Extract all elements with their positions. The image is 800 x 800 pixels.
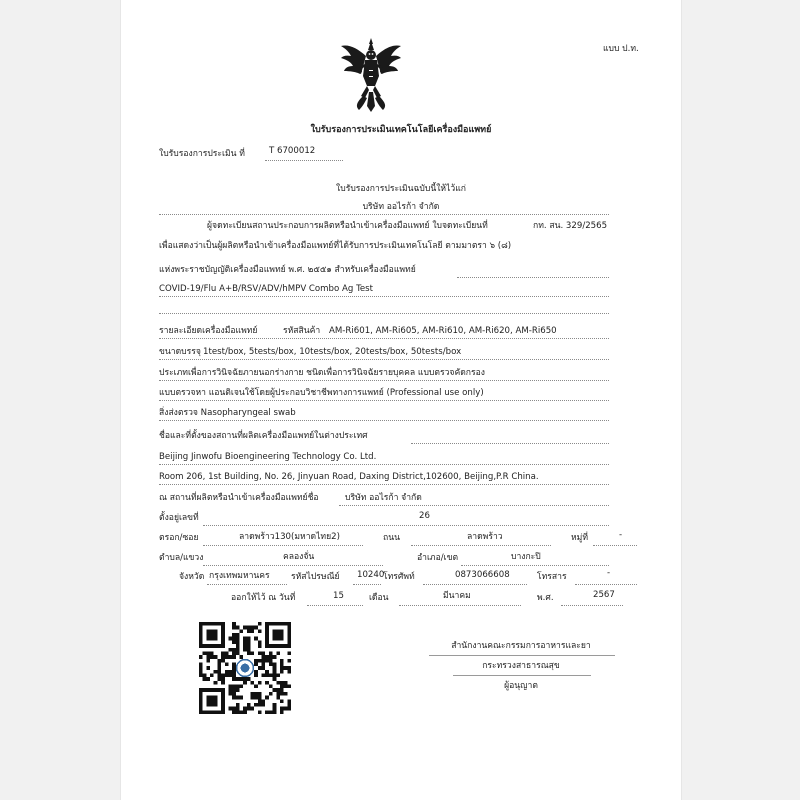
package-sizes: 1test/box, 5tests/box, 10tests/box, 20tests/box, 50tests/box (203, 347, 462, 357)
district-value: บางกะปิ (511, 552, 541, 562)
paragraph-line-3: แห่งพระราชบัญญัติเครื่องมือแพทย์ พ.ศ. ๒๕๕๑ สำหรับเครื่องมือแพทย์ (159, 265, 416, 275)
test-method: แบบตรวจหา แอนติเจนใช้โดยผู้ประกอบวิชาชีพทางการแพทย์ (Professional use only) (159, 388, 484, 398)
issue-month: มีนาคม (443, 591, 471, 601)
document-title: ใบรับรองการประเมินเทคโนโลยีเครื่องมือแพทย์ (310, 125, 492, 135)
product-codes: AM-Ri601, AM-Ri605, AM-Ri610, AM-Ri620, AM-Ri650 (329, 326, 557, 336)
package-label: ขนาดบรรจุ (159, 347, 201, 357)
company-name: บริษัท ออไรก้า จำกัด (362, 202, 440, 212)
soi-label: ตรอก/ซอย (159, 533, 199, 543)
moo-label: หมู่ที่ (571, 533, 588, 543)
issue-month-label: เดือน (369, 593, 389, 603)
registration-text: ผู้จดทะเบียนสถานประกอบการผลิตหรือนำเข้าเครื่องมือแพทย์ ใบจดทะเบียนที่ (207, 221, 488, 231)
details-label: รายละเอียดเครื่องมือแพทย์ (159, 326, 258, 336)
subdistrict-label: ตำบล/แขวง (159, 553, 204, 563)
province-label: จังหวัด (179, 572, 205, 582)
soi-value: ลาดพร้าว130(มหาดไทย2) (239, 532, 340, 542)
certificate-no-label: ใบรับรองการประเมิน ที่ (159, 149, 245, 159)
certificate-no: T 6700012 (269, 146, 316, 156)
importer-name: บริษัท ออไรก้า จำกัด (345, 493, 422, 503)
road-label: ถนน (383, 533, 400, 543)
device-name: COVID-19/Flu A+B/RSV/ADV/hMPV Combo Ag Test (159, 284, 373, 294)
product-code-label: รหัสสินค้า (283, 326, 321, 336)
manufacturer-name: Beijing Jinwofu Bioengineering Technology Co. Ltd. (159, 452, 377, 462)
issue-day: 15 (333, 591, 344, 601)
phone-value: 0873066608 (455, 570, 510, 580)
form-code: แบบ ป.ท. (603, 44, 639, 54)
postcode-label: รหัสไปรษณีย์ (291, 572, 340, 582)
issue-year-label: พ.ศ. (537, 593, 554, 603)
manufacturer-address: Room 206, 1st Building, No. 26, Jinyuan Road, Daxing District,102600, Beijing,P.R China. (159, 472, 539, 482)
specimen: สิ่งส่งตรวจ Nasopharyngeal swab (159, 408, 296, 418)
issue-label: ออกให้ไว้ ณ วันที่ (231, 593, 296, 603)
address-no: 26 (419, 511, 430, 521)
moo-value: - (619, 530, 623, 540)
garuda-emblem-icon (339, 36, 403, 114)
address-no-label: ตั้งอยู่เลขที่ (159, 513, 199, 523)
province-value: กรุงเทพมหานคร (209, 571, 270, 581)
authorizer-role: ผู้อนุญาต (504, 681, 538, 691)
issued-to-label: ใบรับรองการประเมินฉบับนี้ให้ไว้แก่ (336, 184, 466, 194)
manufacturer-label: ชื่อและที่ตั้งของสถานที่ผลิตเครื่องมือแพทย์ในต่างประเทศ (159, 431, 368, 441)
paragraph-line-2: เพื่อแสดงว่าเป็นผู้ผลิตหรือนำเข้าเครื่องมือแพทย์ที่ได้รับการประเมินเทคโนโลยี ตามมาตรา ๖ (๘) (159, 241, 512, 251)
fax-label: โทรสาร (537, 572, 567, 582)
subdistrict-value: คลองจั่น (283, 552, 315, 562)
district-label: อำเภอ/เขต (417, 553, 459, 563)
issue-year: 2567 (593, 590, 615, 600)
fda-office: สำนักงานคณะกรรมการอาหารและยา (451, 641, 591, 651)
importer-label: ณ สถานที่ผลิตหรือนำเข้าเครื่องมือแพทย์ชื่อ (159, 493, 319, 503)
qr-code (199, 622, 291, 714)
fax-value: - (607, 568, 611, 578)
certificate-page (120, 0, 682, 800)
ministry: กระทรวงสาธารณสุข (482, 661, 560, 671)
registration-number: กท. สน. 329/2565 (533, 221, 608, 231)
device-type: ประเภทเพื่อการวินิจฉัยภายนอกร่างกาย ชนิดเพื่อการวินิจฉัยรายบุคคล แบบตรวจคัดกรอง (159, 368, 485, 378)
phone-label: โทรศัพท์ (383, 572, 415, 582)
road-value: ลาดพร้าว (467, 532, 503, 542)
postcode-value: 10240 (357, 570, 385, 580)
